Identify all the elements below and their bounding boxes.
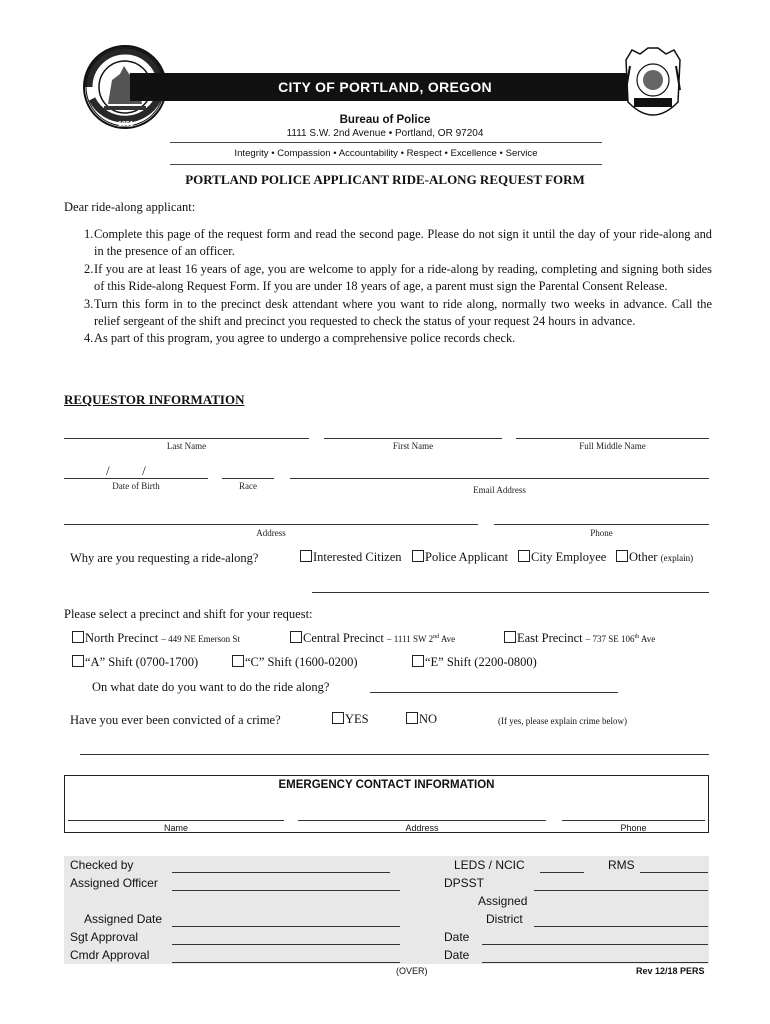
race-field[interactable] bbox=[222, 478, 274, 479]
assigned-date-field[interactable] bbox=[172, 926, 400, 927]
address-field[interactable] bbox=[64, 524, 478, 525]
reason-other-option[interactable]: Other (explain) bbox=[616, 550, 693, 565]
checked-by-label: Checked by bbox=[70, 858, 134, 872]
reason-explain-field[interactable] bbox=[312, 592, 709, 593]
reason-citizen-option[interactable]: Interested Citizen bbox=[300, 550, 402, 565]
emergency-phone-field[interactable] bbox=[562, 820, 705, 821]
sgt-approval-field[interactable] bbox=[172, 944, 400, 945]
emergency-heading: EMERGENCY CONTACT INFORMATION bbox=[278, 779, 495, 791]
list-item: 3. Turn this form in to the precinct desk attendant where you want to ride along, normally two weeks in advance. Call the relief sergeant of the shift and precinct you requested to check the status of your request 24 hours in advance. bbox=[84, 296, 712, 329]
first-name-label: First Name bbox=[392, 441, 434, 451]
shift-c-option[interactable]: “C” Shift (1600-0200) bbox=[232, 655, 357, 670]
district-label: District bbox=[486, 912, 523, 926]
greeting: Dear ride-along applicant: bbox=[64, 200, 196, 214]
checkbox[interactable] bbox=[300, 550, 312, 562]
crime-yes-option[interactable]: YES bbox=[332, 712, 369, 727]
assigned-officer-label: Assigned Officer bbox=[70, 876, 158, 890]
checkbox[interactable] bbox=[332, 712, 344, 724]
emergency-name-label: Name bbox=[163, 823, 188, 833]
bureau-address: 1111 S.W. 2nd Avenue • Portland, OR 97204 bbox=[286, 128, 484, 139]
svg-text:1851: 1851 bbox=[118, 121, 134, 128]
list-item: 1. Complete this page of the request form and read the second page. Please do not sign it until the day of your ride-along and in the presence of an officer. bbox=[84, 227, 712, 259]
form-title: PORTLAND POLICE APPLICANT RIDE-ALONG REQUEST FORM bbox=[185, 172, 585, 187]
ride-date-field[interactable] bbox=[370, 692, 618, 693]
shift-a-option[interactable]: “A” Shift (0700-1700) bbox=[72, 655, 198, 670]
emergency-name-field[interactable] bbox=[68, 820, 284, 821]
date-field-1[interactable] bbox=[482, 944, 708, 945]
requestor-heading: REQUESTOR INFORMATION bbox=[64, 392, 245, 407]
checkbox[interactable] bbox=[406, 712, 418, 724]
dob-label: Date of Birth bbox=[112, 481, 160, 491]
checkbox[interactable] bbox=[72, 631, 84, 643]
emergency-address-label: Address bbox=[405, 823, 439, 833]
sgt-approval-label: Sgt Approval bbox=[70, 930, 139, 944]
dpsst-field[interactable] bbox=[534, 890, 708, 891]
reason-employee-option[interactable]: City Employee bbox=[518, 550, 606, 565]
checkbox[interactable] bbox=[412, 550, 424, 562]
reason-question: Why are you requesting a ride-along? bbox=[70, 551, 259, 565]
dob-slashes: / / bbox=[106, 463, 146, 478]
cmdr-approval-field[interactable] bbox=[172, 962, 400, 963]
address-label: Address bbox=[256, 528, 286, 538]
checkbox[interactable] bbox=[616, 550, 628, 562]
race-label: Race bbox=[239, 481, 257, 491]
police-badge-icon bbox=[620, 46, 686, 128]
checkbox[interactable] bbox=[412, 655, 424, 667]
north-precinct-option[interactable]: North Precinct – 449 NE Emerson St bbox=[72, 631, 240, 646]
middle-name-label: Full Middle Name bbox=[579, 441, 646, 451]
dob-field[interactable] bbox=[64, 478, 208, 479]
cmdr-approval-label: Cmdr Approval bbox=[70, 948, 150, 962]
dpsst-label: DPSST bbox=[444, 876, 485, 890]
assigned-date-label: Assigned Date bbox=[84, 912, 163, 926]
crime-note: (If yes, please explain crime below) bbox=[498, 716, 627, 726]
district-field[interactable] bbox=[534, 926, 708, 927]
email-field[interactable] bbox=[290, 478, 709, 479]
over-note: (OVER) bbox=[396, 966, 428, 976]
emergency-address-field[interactable] bbox=[298, 820, 546, 821]
checked-by-field[interactable] bbox=[172, 872, 390, 873]
checkbox[interactable] bbox=[72, 655, 84, 667]
list-item: 2. If you are at least 16 years of age, you are welcome to apply for a ride-along by reading, completing and signing both sides of this Ride-along Request Form. If you are under 18 years of age, a parent must sign the Parental Consent Release. bbox=[84, 261, 712, 294]
crime-explain-field[interactable] bbox=[80, 754, 709, 755]
middle-name-field[interactable] bbox=[516, 438, 709, 439]
checkbox[interactable] bbox=[518, 550, 530, 562]
date-label-2: Date bbox=[444, 948, 470, 962]
precinct-question: Please select a precinct and shift for your request: bbox=[64, 607, 313, 621]
crime-question: Have you ever been convicted of a crime? bbox=[70, 713, 281, 727]
instructions-list bbox=[64, 226, 712, 348]
revision-note: Rev 12/18 PERS bbox=[636, 966, 705, 976]
leds-field[interactable] bbox=[540, 872, 584, 873]
rms-label: RMS bbox=[608, 858, 635, 872]
crime-no-option[interactable]: NO bbox=[406, 712, 437, 727]
first-name-field[interactable] bbox=[324, 438, 502, 439]
checkbox[interactable] bbox=[290, 631, 302, 643]
emergency-phone-label: Phone bbox=[620, 823, 647, 833]
phone-label: Phone bbox=[590, 528, 613, 538]
last-name-field[interactable] bbox=[64, 438, 309, 439]
date-question: On what date do you want to do the ride along? bbox=[92, 680, 330, 694]
list-item: 4. As part of this program, you agree to undergo a comprehensive police records check. bbox=[84, 331, 516, 346]
assigned-officer-field[interactable] bbox=[172, 890, 400, 891]
last-name-label: Last Name bbox=[166, 441, 207, 451]
core-values: Integrity • Compassion • Accountability • Respect • Excellence • Service bbox=[234, 148, 538, 159]
leds-label: LEDS / NCIC bbox=[454, 858, 525, 872]
assigned-label: Assigned bbox=[478, 894, 528, 908]
checkbox[interactable] bbox=[504, 631, 516, 643]
checkbox[interactable] bbox=[232, 655, 244, 667]
date-label-1: Date bbox=[444, 930, 470, 944]
date-field-2[interactable] bbox=[482, 962, 708, 963]
shift-e-option[interactable]: “E” Shift (2200-0800) bbox=[412, 655, 537, 670]
central-precinct-option[interactable]: Central Precinct – 1111 SW 2nd Ave bbox=[290, 631, 455, 646]
email-label: Email Address bbox=[473, 485, 526, 495]
bureau-name: Bureau of Police bbox=[339, 114, 431, 126]
reason-applicant-option[interactable]: Police Applicant bbox=[412, 550, 508, 565]
phone-field[interactable] bbox=[494, 524, 709, 525]
east-precinct-option[interactable]: East Precinct – 737 SE 106th Ave bbox=[504, 631, 655, 646]
rms-field[interactable] bbox=[640, 872, 708, 873]
city-name: CITY OF PORTLAND, OREGON bbox=[278, 79, 492, 95]
